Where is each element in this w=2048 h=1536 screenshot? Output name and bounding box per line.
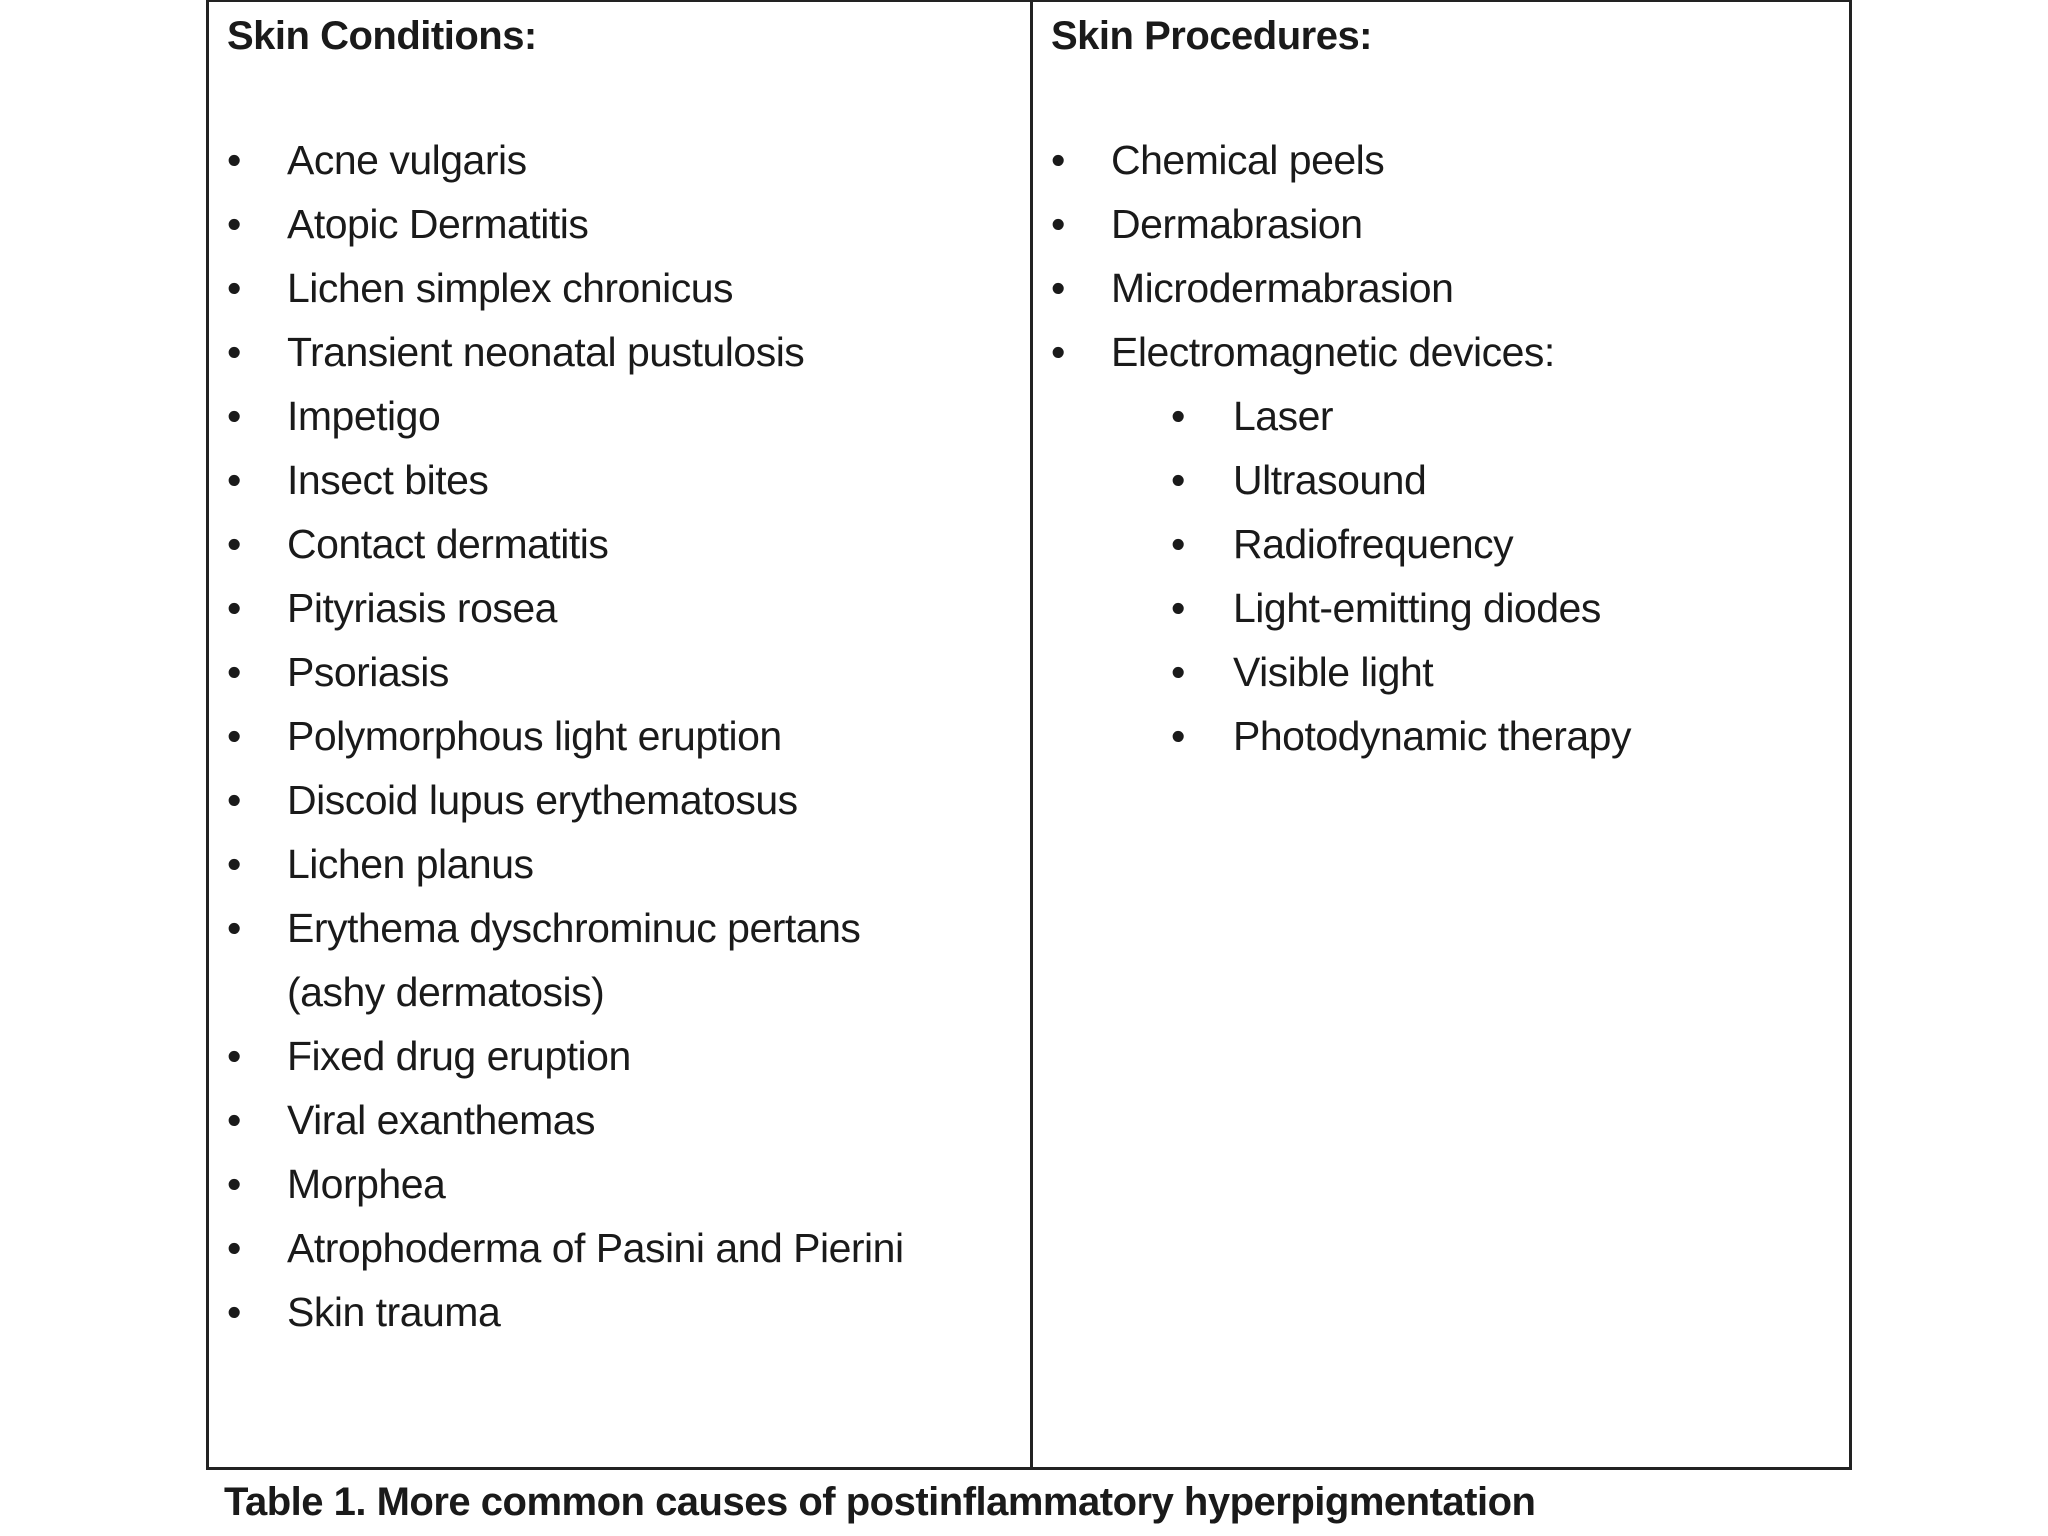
list-item: • Discoid lupus erythematosus xyxy=(209,768,1030,832)
list-item: • Viral exanthemas xyxy=(209,1088,1030,1152)
skin-procedures-heading: Skin Procedures: xyxy=(1051,14,1373,58)
table-caption: Table 1. More common causes of postinflammatory hyperpigmentation xyxy=(224,1480,1536,1524)
skin-conditions-list xyxy=(209,128,1030,1344)
list-item: • Atopic Dermatitis xyxy=(209,192,1030,256)
list-item: • Dermabrasion xyxy=(1033,192,1849,256)
skin-procedures-list xyxy=(1033,128,1849,384)
list-item: • Fixed drug eruption xyxy=(209,1024,1030,1088)
sub-list-item: • Visible light xyxy=(1033,640,1849,704)
list-item: • Electromagnetic devices: xyxy=(1033,320,1849,384)
list-item: • Skin trauma xyxy=(209,1280,1030,1344)
sub-list-item: • Ultrasound xyxy=(1033,448,1849,512)
skin-conditions-heading: Skin Conditions: xyxy=(227,14,537,58)
list-item: • Impetigo xyxy=(209,384,1030,448)
list-item: • Pityriasis rosea xyxy=(209,576,1030,640)
sub-list-item: • Photodynamic therapy xyxy=(1033,704,1849,768)
list-item: • Lichen simplex chronicus xyxy=(209,256,1030,320)
sub-list-item: • Radiofrequency xyxy=(1033,512,1849,576)
list-item: • Morphea xyxy=(209,1152,1030,1216)
electromagnetic-devices-list xyxy=(1033,384,1849,768)
sub-list-item: • Laser xyxy=(1033,384,1849,448)
skin-conditions-column xyxy=(209,2,1033,1467)
skin-procedures-column xyxy=(1033,2,1849,1467)
list-item: • Microdermabrasion xyxy=(1033,256,1849,320)
list-item: • Atrophoderma of Pasini and Pierini xyxy=(209,1216,1030,1280)
list-item: • Polymorphous light eruption xyxy=(209,704,1030,768)
list-item: • Insect bites xyxy=(209,448,1030,512)
list-item: • Contact dermatitis xyxy=(209,512,1030,576)
sub-list-item: • Light-emitting diodes xyxy=(1033,576,1849,640)
list-item: • Lichen planus xyxy=(209,832,1030,896)
causes-table xyxy=(206,0,1852,1470)
list-item: • Acne vulgaris xyxy=(209,128,1030,192)
list-item: • Chemical peels xyxy=(1033,128,1849,192)
list-item: • Transient neonatal pustulosis xyxy=(209,320,1030,384)
list-item: • Erythema dyschrominuc pertans (ashy dermatosis) xyxy=(209,896,1030,1024)
list-item: • Psoriasis xyxy=(209,640,1030,704)
